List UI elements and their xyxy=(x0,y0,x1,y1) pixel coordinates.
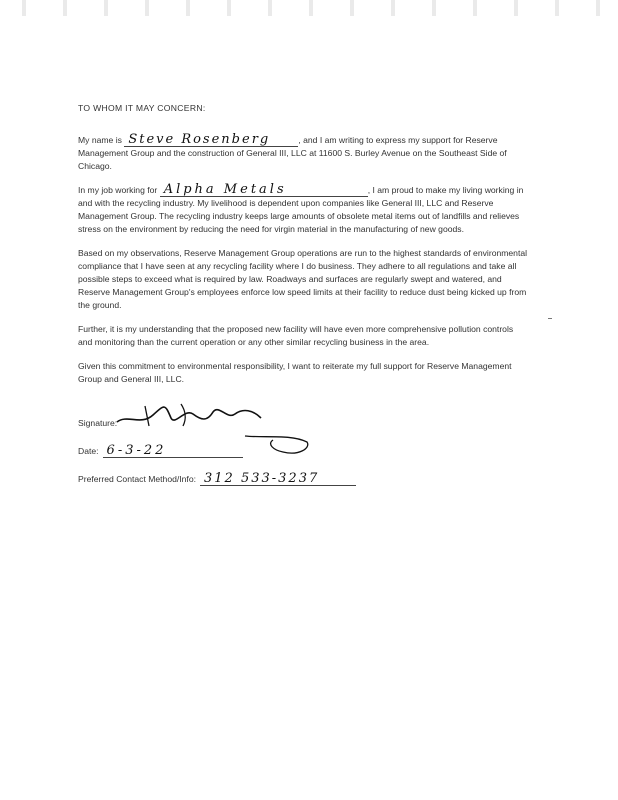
handwritten-contact: 312 533-3237 xyxy=(200,473,356,486)
handwritten-date: 6-3-22 xyxy=(103,445,243,458)
scan-noise-top xyxy=(0,0,618,16)
intro-prefix: My name is xyxy=(78,135,122,145)
intro-text: , and I am writing to express my support for Reserve Management Group and the construction of General III, LLC at 11600 S. Burley Avenue on the Southeast Side of Chicago. xyxy=(78,135,507,171)
paragraph-intro xyxy=(78,134,528,173)
employer-prefix: In my job working for xyxy=(78,185,158,195)
paragraph-observations: Based on my observations, Reserve Management Group operations are run to the highest standards of environmental compliance that I have seen at any recycling facility where I do business. They adhere to all regulations and take all possible steps to exceed what is required by law. Roadways and surfaces are regularly swept and watered, and Reserve Management Group's employees enforce low speed limits at their facility to reduce dust being kicked up from the ground. xyxy=(78,248,528,310)
contact-label: Preferred Contact Method/Info: xyxy=(78,474,196,484)
handwritten-name: Steve Rosenberg xyxy=(124,134,298,147)
employer-text: , I am proud to make my living working in and with the recycling industry. My livelihood is dependent upon companies like General III, LLC and Reserve Management Group. The recycling industry keeps large amounts of obsolete metal items out of landfills and relieves stress on the environment by reducing the need for virgin material in the manufacturing of new goods. xyxy=(78,185,524,234)
letter-body xyxy=(78,102,528,490)
paragraph-understanding: Further, it is my understanding that the proposed new facility will have even more comprehensive pollution controls and monitoring than the current operation or any other similar recycling business in the area. xyxy=(78,324,514,347)
date-label: Date: xyxy=(78,446,99,456)
handwritten-company: Alpha Metals xyxy=(160,184,368,197)
handwritten-signature xyxy=(115,400,265,430)
signature-label: Signature: xyxy=(78,418,118,428)
date-row xyxy=(78,434,528,458)
scan-speck xyxy=(548,318,552,319)
signature-block xyxy=(78,406,528,486)
signature-row xyxy=(78,406,528,430)
paragraph-employer xyxy=(78,184,528,236)
salutation: TO WHOM IT MAY CONCERN: xyxy=(78,103,206,113)
contact-row xyxy=(78,462,528,486)
signature-flourish xyxy=(243,432,313,458)
paragraph-commitment: Given this commitment to environmental responsibility, I want to reiterate my full support for Reserve Management Group and General III, LLC. xyxy=(78,361,512,384)
